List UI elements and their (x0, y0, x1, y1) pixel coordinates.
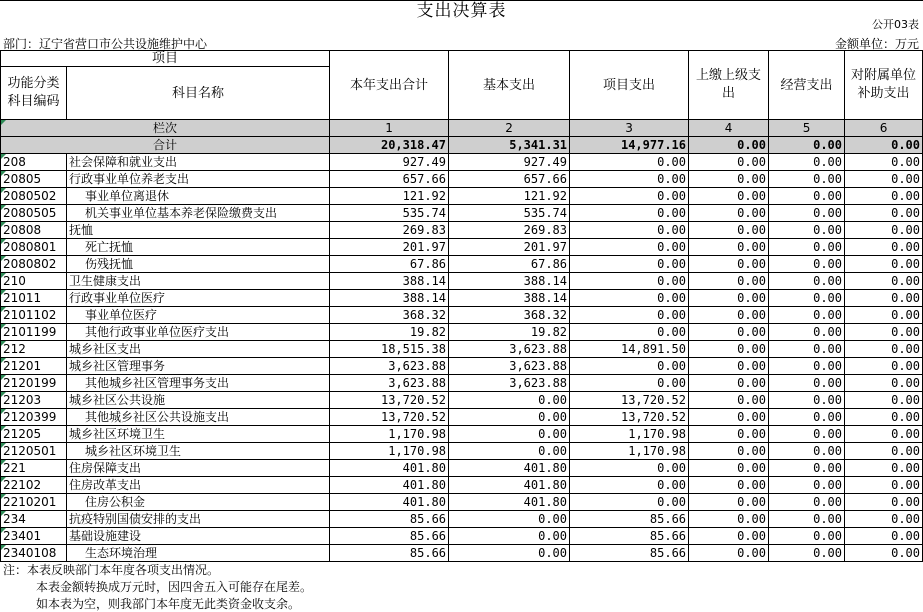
subject-name: 事业单位医疗 (67, 307, 330, 324)
amount-basic: 657.66 (449, 171, 570, 188)
subject-code: 20808 (1, 222, 67, 239)
amount-project: 0.00 (570, 154, 689, 171)
subject-name: 住房公积金 (67, 494, 330, 511)
amount-project: 0.00 (570, 290, 689, 307)
amount-project: 0.00 (570, 477, 689, 494)
col-number-2: 2 (449, 120, 570, 137)
subject-code: 2101102 (1, 307, 67, 324)
expenditure-table (0, 50, 923, 562)
amount-operating: 0.00 (769, 426, 845, 443)
amount-basic: 368.32 (449, 307, 570, 324)
amount-total: 18,515.38 (330, 341, 449, 358)
col-number-5: 5 (769, 120, 845, 137)
amount-subsidy: 0.00 (845, 154, 923, 171)
amount-project: 0.00 (570, 188, 689, 205)
amount-upper: 0.00 (689, 460, 769, 477)
subject-name: 其他城乡社区管理事务支出 (67, 375, 330, 392)
table-row (1, 477, 923, 494)
amount-basic: 401.80 (449, 494, 570, 511)
amount-subsidy: 0.00 (845, 460, 923, 477)
subject-name: 行政事业单位养老支出 (67, 171, 330, 188)
header-name: 科目名称 (67, 67, 330, 120)
amount-upper: 0.00 (689, 545, 769, 562)
amount-operating: 0.00 (769, 324, 845, 341)
subject-name: 基础设施建设 (67, 528, 330, 545)
subject-code: 210 (1, 273, 67, 290)
table-row (1, 171, 923, 188)
amount-basic: 388.14 (449, 273, 570, 290)
subject-code: 22102 (1, 477, 67, 494)
note-line-2: 本表金额转换成万元时，因四舍五入可能存在尾差。 (36, 580, 313, 594)
col-number-3: 3 (570, 120, 689, 137)
subject-code: 2340108 (1, 545, 67, 562)
table-row (1, 443, 923, 460)
amount-total: 201.97 (330, 239, 449, 256)
table-row (1, 324, 923, 341)
table-row (1, 494, 923, 511)
amount-project: 0.00 (570, 307, 689, 324)
amount-operating: 0.00 (769, 477, 845, 494)
amount-project: 1,170.98 (570, 426, 689, 443)
subject-code: 208 (1, 154, 67, 171)
subject-name: 住房保障支出 (67, 460, 330, 477)
amount-subsidy: 0.00 (845, 375, 923, 392)
total-cell: 0.00 (769, 137, 845, 154)
note-line-3: 如本表为空，则我部门本年度无此类资金收支余。 (36, 597, 301, 611)
amount-project: 0.00 (570, 222, 689, 239)
amount-operating: 0.00 (769, 256, 845, 273)
amount-operating: 0.00 (769, 358, 845, 375)
amount-total: 3,623.88 (330, 375, 449, 392)
amount-upper: 0.00 (689, 358, 769, 375)
amount-subsidy: 0.00 (845, 511, 923, 528)
amount-upper: 0.00 (689, 273, 769, 290)
amount-subsidy: 0.00 (845, 477, 923, 494)
table-row (1, 341, 923, 358)
subject-name: 城乡社区环境卫生 (67, 426, 330, 443)
amount-basic: 0.00 (449, 511, 570, 528)
amount-project: 0.00 (570, 324, 689, 341)
amount-operating: 0.00 (769, 375, 845, 392)
subject-name: 生态环境治理 (67, 545, 330, 562)
table-row (1, 409, 923, 426)
amount-operating: 0.00 (769, 171, 845, 188)
amount-operating: 0.00 (769, 273, 845, 290)
amount-basic: 927.49 (449, 154, 570, 171)
amount-subsidy: 0.00 (845, 324, 923, 341)
header-operating: 经营支出 (769, 51, 845, 120)
amount-upper: 0.00 (689, 171, 769, 188)
amount-upper: 0.00 (689, 188, 769, 205)
header-total: 本年支出合计 (330, 51, 449, 120)
amount-upper: 0.00 (689, 341, 769, 358)
department-label: 部门：辽宁省营口市公共设施维护中心 (3, 37, 208, 51)
note-line-1: 注：本表反映部门本年度各项支出情况。 (3, 563, 220, 577)
amount-upper: 0.00 (689, 528, 769, 545)
amount-upper: 0.00 (689, 511, 769, 528)
amount-total: 269.83 (330, 222, 449, 239)
total-cell: 0.00 (845, 137, 923, 154)
amount-project: 85.66 (570, 545, 689, 562)
amount-operating: 0.00 (769, 443, 845, 460)
subject-name: 机关事业单位基本养老保险缴费支出 (67, 205, 330, 222)
amount-basic: 3,623.88 (449, 358, 570, 375)
subject-name: 城乡社区管理事务 (67, 358, 330, 375)
amount-project: 0.00 (570, 205, 689, 222)
amount-upper: 0.00 (689, 375, 769, 392)
amount-basic: 0.00 (449, 528, 570, 545)
amount-operating: 0.00 (769, 511, 845, 528)
subject-code: 21201 (1, 358, 67, 375)
amount-total: 13,720.52 (330, 392, 449, 409)
page-title: 支出决算表 (416, 1, 507, 21)
subject-name: 行政事业单位医疗 (67, 290, 330, 307)
amount-subsidy: 0.00 (845, 290, 923, 307)
amount-project: 0.00 (570, 239, 689, 256)
amount-operating: 0.00 (769, 341, 845, 358)
amount-basic: 201.97 (449, 239, 570, 256)
subject-name: 抗疫特别国债安排的支出 (67, 511, 330, 528)
amount-subsidy: 0.00 (845, 358, 923, 375)
amount-total: 388.14 (330, 290, 449, 307)
amount-upper: 0.00 (689, 222, 769, 239)
amount-project: 13,720.52 (570, 392, 689, 409)
table-row (1, 392, 923, 409)
subject-code: 2120199 (1, 375, 67, 392)
amount-upper: 0.00 (689, 307, 769, 324)
amount-basic: 535.74 (449, 205, 570, 222)
amount-upper: 0.00 (689, 443, 769, 460)
total-cell: 20,318.47 (330, 137, 449, 154)
amount-upper: 0.00 (689, 477, 769, 494)
amount-subsidy: 0.00 (845, 239, 923, 256)
subject-name: 死亡抚恤 (67, 239, 330, 256)
amount-total: 1,170.98 (330, 426, 449, 443)
amount-total: 401.80 (330, 494, 449, 511)
amount-basic: 67.86 (449, 256, 570, 273)
header-item: 项目 (1, 51, 330, 67)
table-row (1, 307, 923, 324)
table-row (1, 205, 923, 222)
amount-total: 13,720.52 (330, 409, 449, 426)
amount-basic: 401.80 (449, 460, 570, 477)
form-code: 公开03表 (872, 18, 919, 31)
amount-upper: 0.00 (689, 426, 769, 443)
amount-project: 0.00 (570, 358, 689, 375)
amount-total: 401.80 (330, 460, 449, 477)
table-row (1, 460, 923, 477)
amount-basic: 0.00 (449, 392, 570, 409)
amount-project: 0.00 (570, 460, 689, 477)
amount-upper: 0.00 (689, 205, 769, 222)
amount-total: 927.49 (330, 154, 449, 171)
amount-basic: 3,623.88 (449, 341, 570, 358)
subject-code: 21205 (1, 426, 67, 443)
amount-subsidy: 0.00 (845, 426, 923, 443)
amount-subsidy: 0.00 (845, 307, 923, 324)
amount-subsidy: 0.00 (845, 273, 923, 290)
amount-basic: 19.82 (449, 324, 570, 341)
amount-project: 0.00 (570, 256, 689, 273)
amount-project: 85.66 (570, 528, 689, 545)
amount-operating: 0.00 (769, 205, 845, 222)
amount-subsidy: 0.00 (845, 341, 923, 358)
amount-subsidy: 0.00 (845, 188, 923, 205)
amount-project: 1,170.98 (570, 443, 689, 460)
amount-operating: 0.00 (769, 494, 845, 511)
subject-code: 2101199 (1, 324, 67, 341)
amount-upper: 0.00 (689, 409, 769, 426)
table-row (1, 188, 923, 205)
amount-operating: 0.00 (769, 188, 845, 205)
col-number-1: 1 (330, 120, 449, 137)
subject-name: 卫生健康支出 (67, 273, 330, 290)
subject-name: 社会保障和就业支出 (67, 154, 330, 171)
table-row (1, 256, 923, 273)
subject-code: 234 (1, 511, 67, 528)
amount-basic: 269.83 (449, 222, 570, 239)
amount-total: 401.80 (330, 477, 449, 494)
total-row (1, 137, 923, 154)
amount-project: 0.00 (570, 273, 689, 290)
amount-basic: 388.14 (449, 290, 570, 307)
amount-basic: 0.00 (449, 545, 570, 562)
amount-upper: 0.00 (689, 239, 769, 256)
header-upper: 上缴上级支出 (689, 51, 769, 120)
header-subsidy: 对附属单位补助支出 (845, 51, 923, 120)
amount-operating: 0.00 (769, 528, 845, 545)
amount-total: 657.66 (330, 171, 449, 188)
amount-total: 67.86 (330, 256, 449, 273)
amount-operating: 0.00 (769, 239, 845, 256)
subject-code: 20805 (1, 171, 67, 188)
amount-operating: 0.00 (769, 409, 845, 426)
amount-operating: 0.00 (769, 460, 845, 477)
subject-name: 城乡社区支出 (67, 341, 330, 358)
amount-basic: 401.80 (449, 477, 570, 494)
table-row (1, 358, 923, 375)
col-number-6: 6 (845, 120, 923, 137)
subject-name: 城乡社区公共设施 (67, 392, 330, 409)
subject-code: 2080502 (1, 188, 67, 205)
subject-name: 其他城乡社区公共设施支出 (67, 409, 330, 426)
amount-total: 3,623.88 (330, 358, 449, 375)
amount-basic: 3,623.88 (449, 375, 570, 392)
subject-code: 212 (1, 341, 67, 358)
amount-total: 388.14 (330, 273, 449, 290)
table-row (1, 545, 923, 562)
subject-code: 221 (1, 460, 67, 477)
subject-code: 2080802 (1, 256, 67, 273)
total-cell: 5,341.31 (449, 137, 570, 154)
amount-subsidy: 0.00 (845, 222, 923, 239)
amount-unit-label: 金额单位：万元 (834, 37, 919, 51)
amount-operating: 0.00 (769, 545, 845, 562)
amount-basic: 0.00 (449, 409, 570, 426)
amount-total: 85.66 (330, 511, 449, 528)
amount-subsidy: 0.00 (845, 528, 923, 545)
amount-basic: 121.92 (449, 188, 570, 205)
col-number-4: 4 (689, 120, 769, 137)
subject-code: 2120399 (1, 409, 67, 426)
amount-subsidy: 0.00 (845, 409, 923, 426)
amount-total: 19.82 (330, 324, 449, 341)
subject-code: 2120501 (1, 443, 67, 460)
amount-operating: 0.00 (769, 290, 845, 307)
subject-name: 住房改革支出 (67, 477, 330, 494)
subject-name: 城乡社区环境卫生 (67, 443, 330, 460)
table-row (1, 426, 923, 443)
total-label: 合计 (1, 137, 330, 154)
table-row (1, 239, 923, 256)
amount-project: 0.00 (570, 171, 689, 188)
table-row (1, 290, 923, 307)
amount-subsidy: 0.00 (845, 392, 923, 409)
amount-subsidy: 0.00 (845, 443, 923, 460)
subject-name: 伤残抚恤 (67, 256, 330, 273)
subject-name: 事业单位离退休 (67, 188, 330, 205)
header-project: 项目支出 (570, 51, 689, 120)
amount-upper: 0.00 (689, 290, 769, 307)
amount-total: 1,170.98 (330, 443, 449, 460)
subject-name: 抚恤 (67, 222, 330, 239)
table-row (1, 375, 923, 392)
subject-code: 21011 (1, 290, 67, 307)
amount-project: 13,720.52 (570, 409, 689, 426)
col-label: 栏次 (1, 120, 330, 137)
subject-code: 2080505 (1, 205, 67, 222)
table-row (1, 222, 923, 239)
amount-total: 121.92 (330, 188, 449, 205)
amount-subsidy: 0.00 (845, 545, 923, 562)
amount-operating: 0.00 (769, 307, 845, 324)
subject-code: 2080801 (1, 239, 67, 256)
amount-operating: 0.00 (769, 154, 845, 171)
amount-upper: 0.00 (689, 256, 769, 273)
subject-code: 23401 (1, 528, 67, 545)
table-row (1, 528, 923, 545)
total-cell: 0.00 (689, 137, 769, 154)
amount-basic: 0.00 (449, 443, 570, 460)
amount-upper: 0.00 (689, 494, 769, 511)
amount-project: 0.00 (570, 375, 689, 392)
table-row (1, 273, 923, 290)
amount-operating: 0.00 (769, 392, 845, 409)
amount-project: 0.00 (570, 494, 689, 511)
total-cell: 14,977.16 (570, 137, 689, 154)
table-row (1, 154, 923, 171)
amount-basic: 0.00 (449, 426, 570, 443)
amount-total: 368.32 (330, 307, 449, 324)
table-row (1, 511, 923, 528)
subject-name: 其他行政事业单位医疗支出 (67, 324, 330, 341)
amount-project: 85.66 (570, 511, 689, 528)
amount-subsidy: 0.00 (845, 171, 923, 188)
amount-upper: 0.00 (689, 324, 769, 341)
amount-subsidy: 0.00 (845, 494, 923, 511)
amount-subsidy: 0.00 (845, 205, 923, 222)
header-basic: 基本支出 (449, 51, 570, 120)
amount-total: 535.74 (330, 205, 449, 222)
amount-upper: 0.00 (689, 154, 769, 171)
header-code: 功能分类科目编码 (1, 67, 67, 120)
amount-total: 85.66 (330, 545, 449, 562)
amount-project: 14,891.50 (570, 341, 689, 358)
amount-total: 85.66 (330, 528, 449, 545)
subject-code: 21203 (1, 392, 67, 409)
amount-operating: 0.00 (769, 222, 845, 239)
amount-subsidy: 0.00 (845, 256, 923, 273)
amount-upper: 0.00 (689, 392, 769, 409)
subject-code: 2210201 (1, 494, 67, 511)
